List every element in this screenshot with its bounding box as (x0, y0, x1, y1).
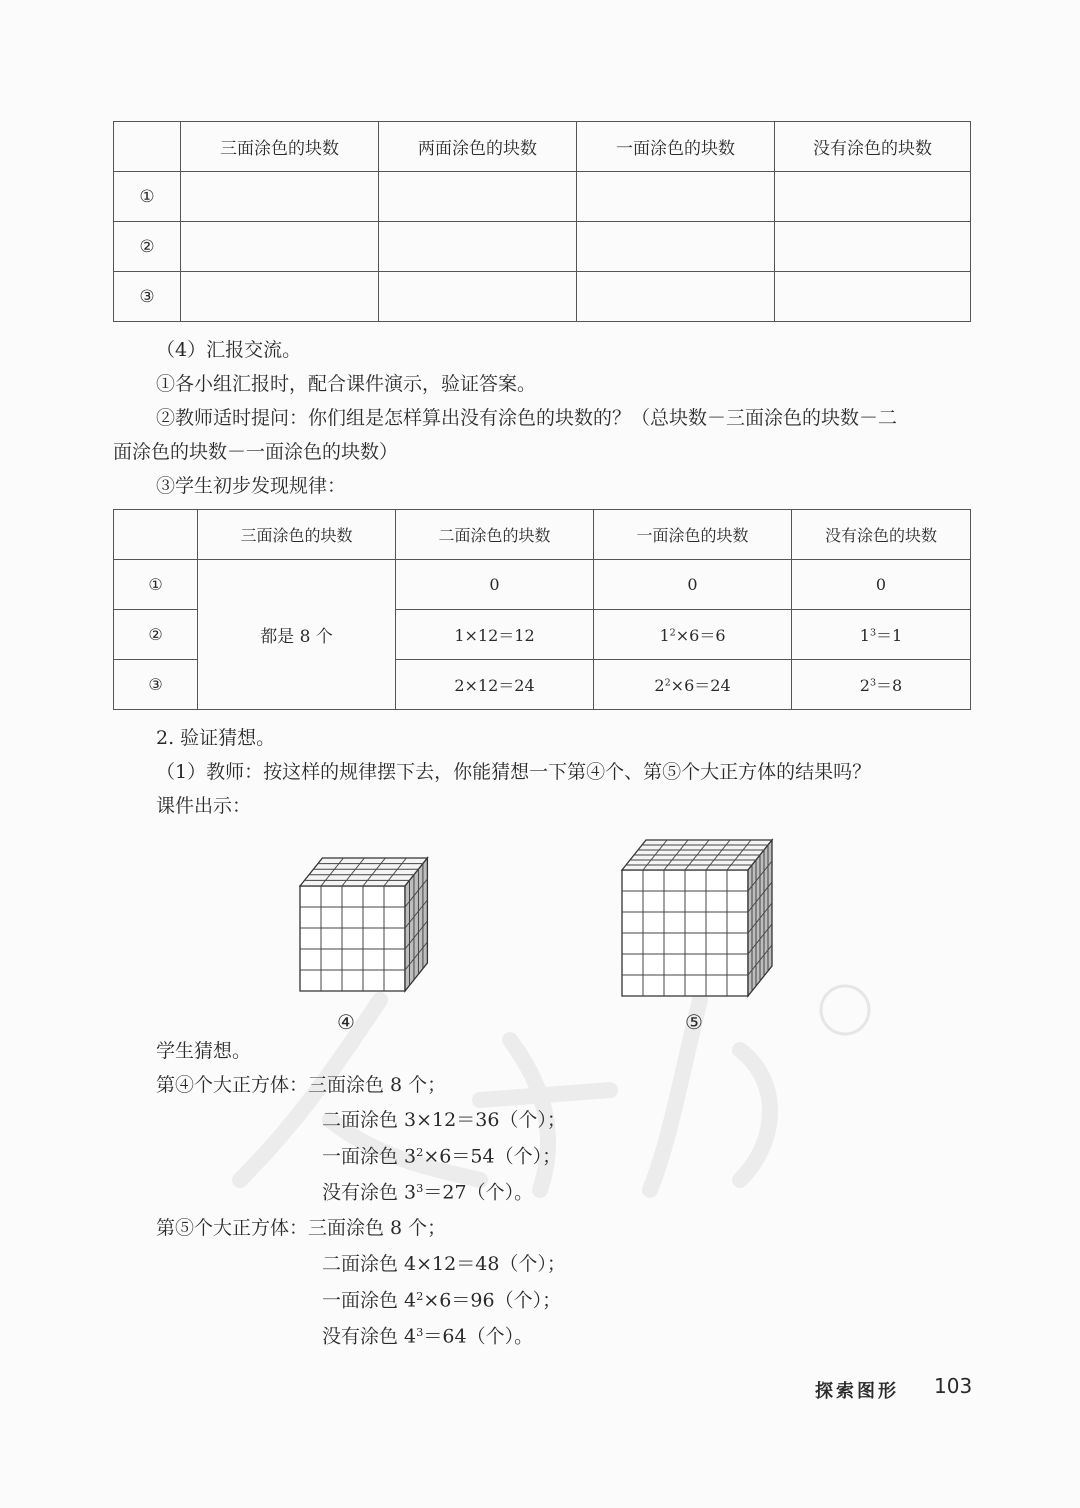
header-two-face: 两面涂色的块数 (379, 122, 577, 172)
exponent: 3 (869, 627, 877, 639)
header-corner (114, 510, 198, 560)
cube-4-three-face: 第④个大正方体：三面涂色 8 个； (156, 1074, 447, 1096)
cube-4-caption: ④ (337, 1010, 355, 1034)
step-report-item-3: ③学生初步发现规律： (156, 475, 347, 497)
cube-5-one-face (322, 1291, 561, 1310)
table-cell (379, 272, 577, 322)
row-label: ① (114, 172, 181, 222)
header-three-face: 三面涂色的块数 (198, 510, 396, 560)
text: 一面涂色 4 (322, 1289, 417, 1312)
rest: ＝1 (876, 626, 903, 645)
guess-intro: 学生猜想。 (156, 1040, 252, 1062)
table-cell (577, 272, 775, 322)
table-cell (775, 222, 971, 272)
table-cell (775, 172, 971, 222)
rest: ×6＝6 (675, 626, 726, 645)
row-label: ③ (114, 660, 198, 710)
no-face-value (792, 560, 971, 610)
no-face-value (792, 660, 971, 710)
exponent: 3 (416, 1181, 424, 1195)
text: 一面涂色 3 (322, 1145, 417, 1168)
table-row (114, 560, 971, 610)
text: ＝27（个）。 (423, 1181, 534, 1204)
header-two-face: 二面涂色的块数 (396, 510, 594, 560)
step-report-item-1: ①各小组汇报时，配合课件演示，验证答案。 (156, 373, 537, 395)
header-no-face: 没有涂色的块数 (775, 122, 971, 172)
header-three-face: 三面涂色的块数 (181, 122, 379, 172)
text: ×6＝96（个）； (423, 1289, 562, 1312)
cube-5-no-face (322, 1327, 533, 1346)
row-label: ③ (114, 272, 181, 322)
table-cell (379, 172, 577, 222)
table-row (114, 272, 971, 322)
page-number: 103 (934, 1374, 973, 1398)
rest: ＝8 (876, 676, 903, 695)
base: 1 (659, 626, 670, 645)
one-face-value (594, 610, 792, 660)
teacher-question: （1）教师：按这样的规律摆下去，你能猜想一下第④个、第⑤个大正方体的结果吗？ (156, 761, 872, 783)
header-one-face: 一面涂色的块数 (594, 510, 792, 560)
cube-4-two-face: 二面涂色 3×12＝36（个）； (322, 1109, 566, 1131)
two-face-value: 1×12＝12 (396, 610, 594, 660)
cube-face (300, 886, 405, 991)
table-cell (577, 222, 775, 272)
header-no-face: 没有涂色的块数 (792, 510, 971, 560)
cube-5-figure (620, 838, 785, 1004)
step-report-heading: （4）汇报交流。 (156, 339, 302, 361)
one-face-value (594, 560, 792, 610)
table-header-row (114, 122, 971, 172)
cube-4-figure (298, 856, 438, 994)
exponent: 2 (416, 1145, 424, 1159)
exponent: 2 (664, 677, 671, 689)
step-report-item-2-cont: 面涂色的块数－一面涂色的块数） (113, 441, 399, 463)
table-row (114, 222, 971, 272)
table-cell (181, 272, 379, 322)
header-corner (114, 122, 181, 172)
row-label: ② (114, 610, 198, 660)
section-title: 2. 验证猜想。 (156, 727, 276, 749)
blank-record-table (113, 121, 971, 322)
base: 2 (654, 676, 665, 695)
table-cell (775, 272, 971, 322)
two-face-value: 2×12＝24 (396, 660, 594, 710)
merged-three-face-cell: 都是 8 个 (198, 560, 396, 710)
cube-5-caption: ⑤ (685, 1010, 703, 1034)
no-face-value (792, 610, 971, 660)
exponent: 3 (869, 677, 877, 689)
base: 0 (875, 575, 887, 594)
table-row (114, 172, 971, 222)
cube-4-one-face (322, 1147, 561, 1166)
row-label: ① (114, 560, 198, 610)
cube-5-two-face: 二面涂色 4×12＝48（个）； (322, 1253, 566, 1275)
table-cell (181, 222, 379, 272)
base: 2 (859, 676, 870, 695)
cube-5-three-face: 第⑤个大正方体：三面涂色 8 个； (156, 1217, 447, 1239)
rest: ×6＝24 (670, 676, 731, 695)
text: ×6＝54（个）； (423, 1145, 562, 1168)
table-cell (181, 172, 379, 222)
base: 0 (687, 575, 698, 594)
header-one-face: 一面涂色的块数 (577, 122, 775, 172)
registered-mark-icon (821, 986, 869, 1034)
step-report-item-2: ②教师适时提问：你们组是怎样算出没有涂色的块数的？（总块数－三面涂色的块数－二 (156, 407, 898, 429)
courseware-label: 课件出示： (156, 795, 252, 817)
table-cell (379, 222, 577, 272)
footer-section-title: 探索图形 (815, 1381, 899, 1402)
text: ＝64（个）。 (423, 1325, 534, 1348)
text: 没有涂色 3 (322, 1181, 417, 1204)
two-face-value: 0 (396, 560, 594, 610)
base: 1 (859, 626, 870, 645)
row-label: ② (114, 222, 181, 272)
exponent: 3 (416, 1325, 424, 1339)
one-face-value (594, 660, 792, 710)
table-header-row (114, 510, 971, 560)
text: 没有涂色 4 (322, 1325, 417, 1348)
exponent: 2 (669, 627, 676, 639)
exponent: 2 (416, 1289, 424, 1303)
pattern-table (113, 509, 971, 710)
cube-4-no-face (322, 1183, 533, 1202)
table-cell (577, 172, 775, 222)
